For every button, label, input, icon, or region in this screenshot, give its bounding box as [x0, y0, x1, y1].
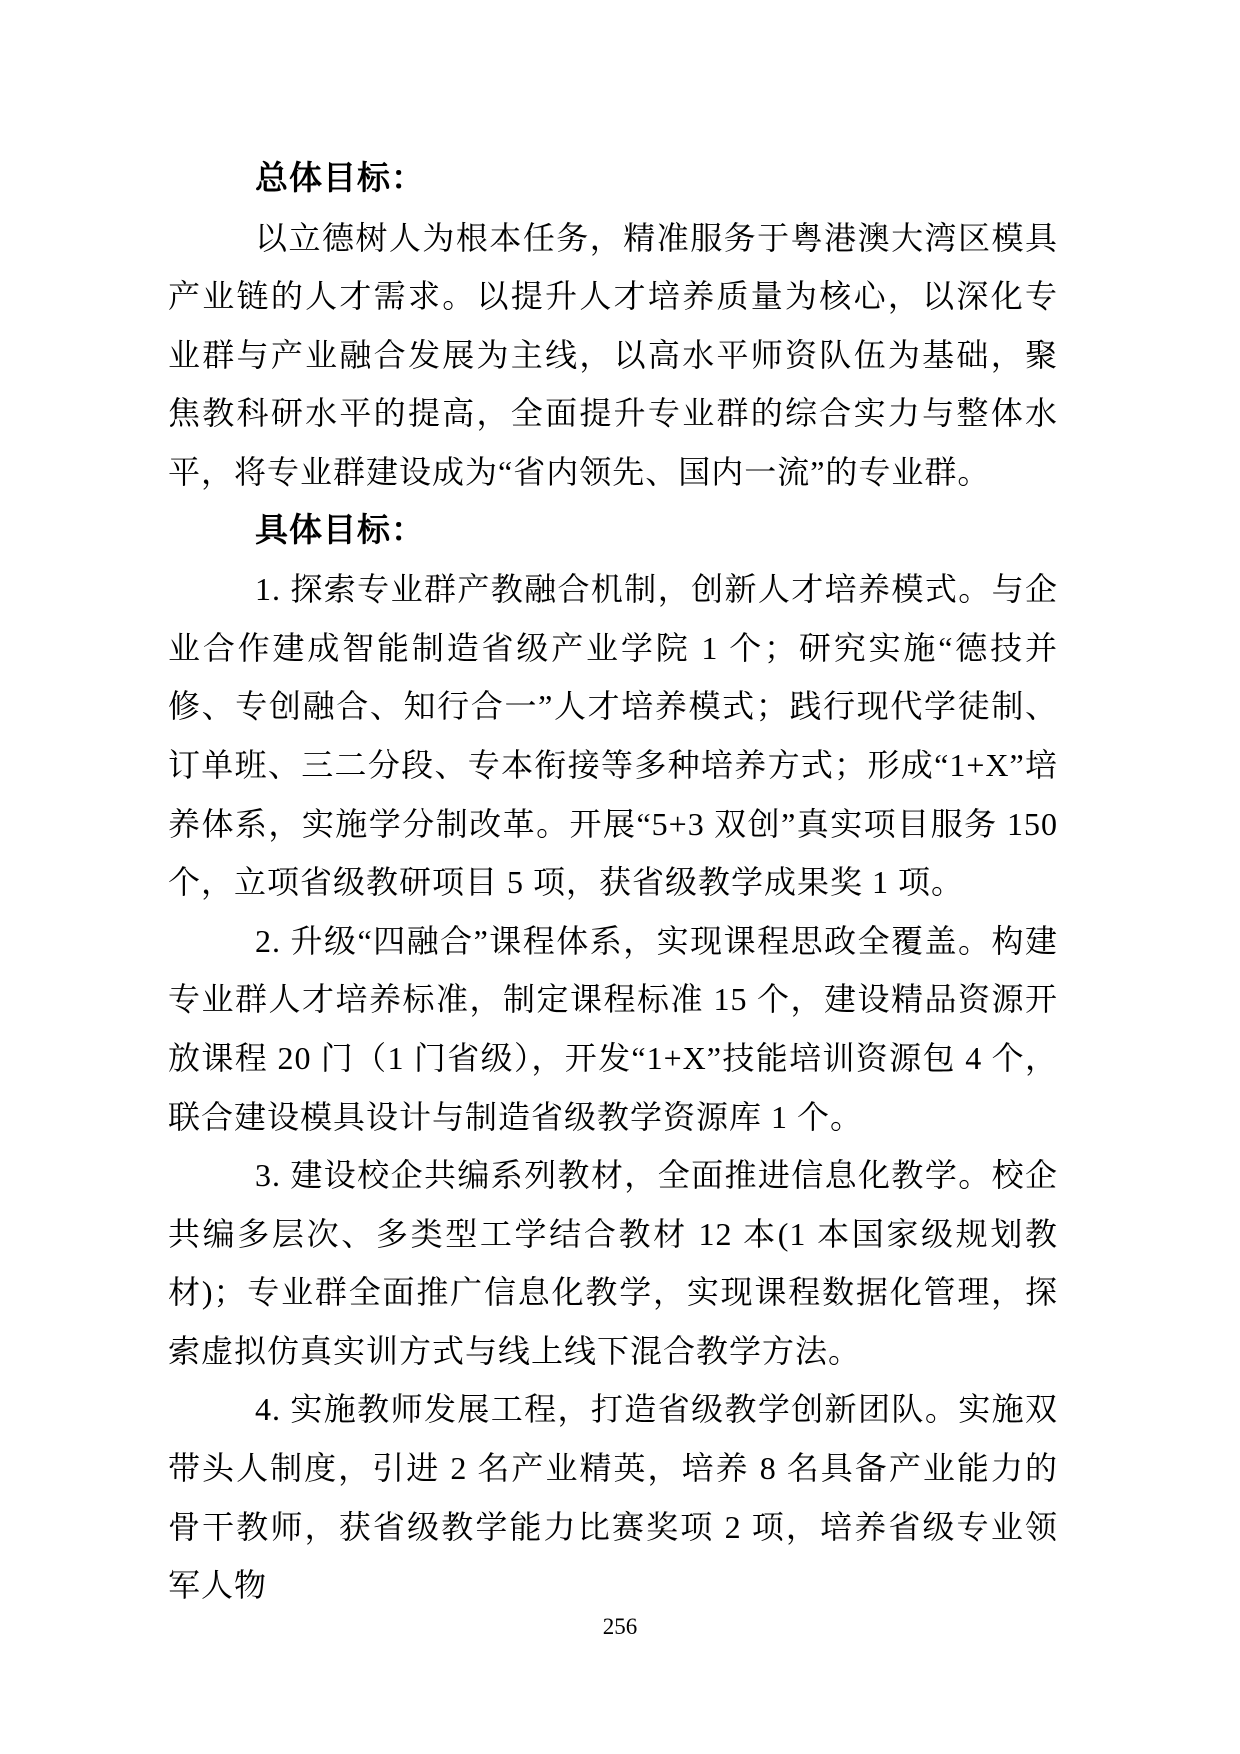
paragraph-goal-2: 2. 升级“四融合”课程体系，实现课程思政全覆盖。构建专业群人才培养标准，制定课程标准 15 个，建设精品资源开放课程 20 门（1 门省级），开发“1+X”技能培训资源包 4 个，联合建设模具设计与制造省级教学资源库 1 个。 [168, 922, 1058, 1135]
paragraph-goal-4: 4. 实施教师发展工程，打造省级教学创新团队。实施双带头人制度，引进 2 名产业精英，培养 8 名具备产业能力的骨干教师，获省级教学能力比赛奖项 2 项，培养省级专业领军人物 [168, 1391, 1058, 1604]
heading-overall-goals: 总体目标： [255, 161, 425, 197]
paragraph-goal-1: 1. 探索专业群产教融合机制，创新人才培养模式。与企业合作建成智能制造省级产业学院 1 个；研究实施“德技并修、专创融合、知行合一”人才培养模式；践行现代学徒制、订单班、三二分段、专本衔接等多种培养方式；形成“1+X”培养体系，实施学分制改革。开展“5+3 双创”真实项目服务 150 个，立项省级教研项目 5 项，获省级教学成果奖 1 项。 [168, 571, 1058, 901]
page-footer [0, 1612, 1240, 1642]
page-number: 256 [602, 1614, 638, 1639]
document-body [168, 150, 1058, 1615]
paragraph-overall-goals: 以立德树人为根本任务，精准服务于粤港澳大湾区模具产业链的人才需求。以提升人才培养质量为核心，以深化专业群与产业融合发展为主线，以高水平师资队伍为基础，聚焦教科研水平的提高，全面提升专业群的综合实力与整体水平，将专业群建设成为“省内领先、国内一流”的专业群。 [168, 219, 1058, 490]
heading-specific-goals: 具体目标： [255, 512, 425, 549]
paragraph-goal-3: 3. 建设校企共编系列教材，全面推进信息化教学。校企共编多层次、多类型工学结合教材 12 本(1 本国家级规划教材)；专业群全面推广信息化教学，实现课程数据化管理，探索虚拟仿真实训方式与线上线下混合教学方法。 [168, 1157, 1058, 1369]
